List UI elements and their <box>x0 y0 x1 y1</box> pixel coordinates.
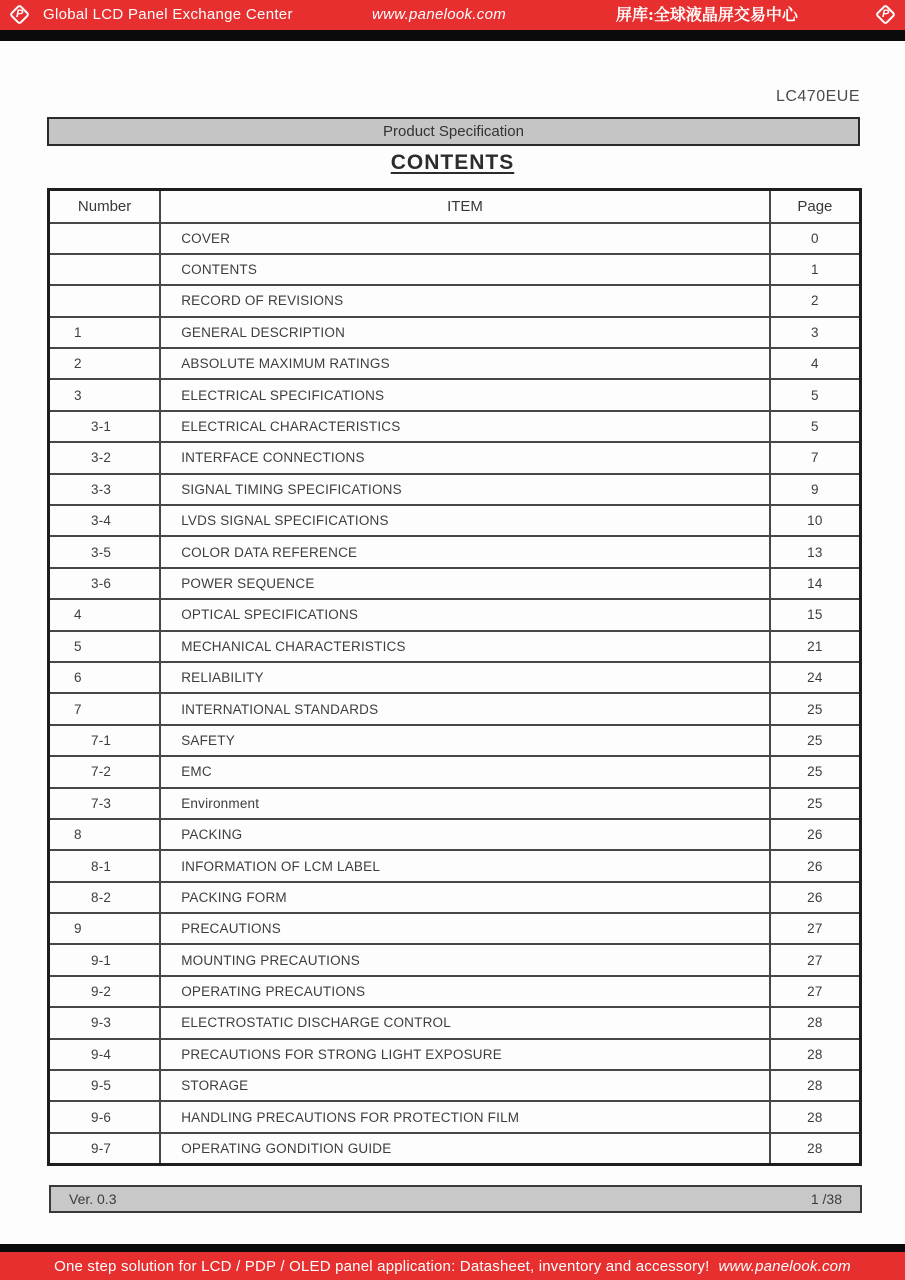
column-header-number: Number <box>49 190 161 223</box>
row-number: 8-2 <box>49 882 161 913</box>
table-row <box>49 850 861 881</box>
page-title: CONTENTS <box>390 151 515 174</box>
row-number: 7-1 <box>49 725 161 756</box>
row-number: 9 <box>49 913 161 944</box>
row-item: OPERATING PRECAUTIONS <box>160 976 770 1007</box>
row-item: POWER SEQUENCE <box>160 568 770 599</box>
row-item: MOUNTING PRECAUTIONS <box>160 944 770 975</box>
row-item: ELECTROSTATIC DISCHARGE CONTROL <box>160 1007 770 1038</box>
banner-brand-text: Global LCD Panel Exchange Center <box>43 6 293 23</box>
row-page: 3 <box>770 317 861 348</box>
row-number: 8 <box>49 819 161 850</box>
row-number: 3-3 <box>49 474 161 505</box>
row-item: COVER <box>160 223 770 254</box>
logo-glyph: P <box>15 8 24 20</box>
table-row <box>49 317 861 348</box>
row-page: 21 <box>770 631 861 662</box>
top-banner <box>0 0 905 30</box>
row-number: 7 <box>49 693 161 724</box>
row-number: 9-3 <box>49 1007 161 1038</box>
table-row <box>49 693 861 724</box>
row-item: COLOR DATA REFERENCE <box>160 536 770 567</box>
row-page: 28 <box>770 1039 861 1070</box>
row-page: 26 <box>770 882 861 913</box>
row-item: STORAGE <box>160 1070 770 1101</box>
row-page: 24 <box>770 662 861 693</box>
table-row <box>49 599 861 630</box>
table-row <box>49 819 861 850</box>
row-item: SIGNAL TIMING SPECIFICATIONS <box>160 474 770 505</box>
banner-url-link[interactable]: www.panelook.com <box>372 6 507 23</box>
row-number: 2 <box>49 348 161 379</box>
black-divider-strip <box>0 30 905 41</box>
table-row <box>49 254 861 285</box>
table-row <box>49 662 861 693</box>
row-page: 27 <box>770 913 861 944</box>
table-row <box>49 536 861 567</box>
row-item: INTERFACE CONNECTIONS <box>160 442 770 473</box>
row-page: 13 <box>770 536 861 567</box>
row-item: EMC <box>160 756 770 787</box>
row-item: ABSOLUTE MAXIMUM RATINGS <box>160 348 770 379</box>
table-row <box>49 1133 861 1164</box>
table-row <box>49 756 861 787</box>
row-item: ELECTRICAL SPECIFICATIONS <box>160 379 770 410</box>
row-item: MECHANICAL CHARACTERISTICS <box>160 631 770 662</box>
contents-table-body <box>49 223 861 1165</box>
version-footer-bar <box>49 1185 862 1213</box>
row-page: 0 <box>770 223 861 254</box>
logo-glyph: P <box>881 8 890 20</box>
row-page: 27 <box>770 944 861 975</box>
table-row <box>49 348 861 379</box>
table-row <box>49 725 861 756</box>
row-item: HANDLING PRECAUTIONS FOR PROTECTION FILM <box>160 1101 770 1132</box>
row-item: PRECAUTIONS <box>160 913 770 944</box>
row-page: 27 <box>770 976 861 1007</box>
page-indicator: 1 /38 <box>810 1191 842 1207</box>
row-number: 3-6 <box>49 568 161 599</box>
table-row <box>49 882 861 913</box>
row-item: Environment <box>160 788 770 819</box>
table-row <box>49 568 861 599</box>
banner-chinese-text: 屏库:全球液晶屏交易中心 <box>616 5 798 24</box>
table-row <box>49 285 861 316</box>
table-row <box>49 442 861 473</box>
row-page: 25 <box>770 693 861 724</box>
bottom-banner-url-link[interactable]: www.panelook.com <box>718 1257 851 1275</box>
table-row <box>49 223 861 254</box>
table-row <box>49 1007 861 1038</box>
row-number: 9-1 <box>49 944 161 975</box>
row-page: 26 <box>770 819 861 850</box>
table-row <box>49 788 861 819</box>
row-number: 9-2 <box>49 976 161 1007</box>
row-page: 28 <box>770 1070 861 1101</box>
row-item: RELIABILITY <box>160 662 770 693</box>
row-page: 25 <box>770 725 861 756</box>
row-page: 25 <box>770 788 861 819</box>
table-row <box>49 1070 861 1101</box>
table-row <box>49 976 861 1007</box>
row-page: 26 <box>770 850 861 881</box>
row-number: 1 <box>49 317 161 348</box>
row-item: CONTENTS <box>160 254 770 285</box>
row-page: 5 <box>770 411 861 442</box>
product-specification-header <box>47 117 860 146</box>
row-item: INTERNATIONAL STANDARDS <box>160 693 770 724</box>
row-number: 7-2 <box>49 756 161 787</box>
row-page: 28 <box>770 1133 861 1164</box>
row-number: 9-7 <box>49 1133 161 1164</box>
row-page: 28 <box>770 1007 861 1038</box>
panelook-logo-icon <box>9 4 30 25</box>
table-row <box>49 379 861 410</box>
row-number: 3-2 <box>49 442 161 473</box>
row-page: 7 <box>770 442 861 473</box>
row-item: OPERATING GONDITION GUIDE <box>160 1133 770 1164</box>
row-number: 9-5 <box>49 1070 161 1101</box>
table-row <box>49 474 861 505</box>
bottom-banner-text: One step solution for LCD / PDP / OLED panel application: Datasheet, inventory and accessory! <box>54 1257 710 1275</box>
row-page: 15 <box>770 599 861 630</box>
panelook-logo-icon <box>875 4 896 25</box>
row-page: 5 <box>770 379 861 410</box>
table-row <box>49 505 861 536</box>
row-item: GENERAL DESCRIPTION <box>160 317 770 348</box>
row-number: 6 <box>49 662 161 693</box>
row-number: 3-4 <box>49 505 161 536</box>
table-row <box>49 1039 861 1070</box>
row-item: ELECTRICAL CHARACTERISTICS <box>160 411 770 442</box>
row-number: 3-1 <box>49 411 161 442</box>
product-specification-label: Product Specification <box>383 123 524 140</box>
row-item: INFORMATION OF LCM LABEL <box>160 850 770 881</box>
row-page: 9 <box>770 474 861 505</box>
row-number <box>49 223 161 254</box>
row-page: 25 <box>770 756 861 787</box>
row-page: 1 <box>770 254 861 285</box>
model-number: LC470EUE <box>775 88 860 105</box>
table-row <box>49 631 861 662</box>
row-number: 9-4 <box>49 1039 161 1070</box>
table-header-row <box>49 190 861 223</box>
column-header-item: ITEM <box>160 190 770 223</box>
row-item: PACKING FORM <box>160 882 770 913</box>
row-page: 14 <box>770 568 861 599</box>
column-header-page: Page <box>770 190 861 223</box>
row-number: 4 <box>49 599 161 630</box>
row-number: 5 <box>49 631 161 662</box>
row-number <box>49 285 161 316</box>
version-label: Ver. 0.3 <box>69 1191 117 1207</box>
row-number: 8-1 <box>49 850 161 881</box>
row-item: RECORD OF REVISIONS <box>160 285 770 316</box>
row-number: 7-3 <box>49 788 161 819</box>
contents-table <box>47 188 862 1166</box>
row-page: 28 <box>770 1101 861 1132</box>
row-item: SAFETY <box>160 725 770 756</box>
table-row <box>49 1101 861 1132</box>
row-page: 2 <box>770 285 861 316</box>
row-number: 3 <box>49 379 161 410</box>
table-row <box>49 944 861 975</box>
row-page: 4 <box>770 348 861 379</box>
row-item: PACKING <box>160 819 770 850</box>
row-page: 10 <box>770 505 861 536</box>
table-row <box>49 411 861 442</box>
row-item: LVDS SIGNAL SPECIFICATIONS <box>160 505 770 536</box>
row-item: PRECAUTIONS FOR STRONG LIGHT EXPOSURE <box>160 1039 770 1070</box>
row-number: 9-6 <box>49 1101 161 1132</box>
black-divider-strip <box>0 1244 905 1252</box>
row-item: OPTICAL SPECIFICATIONS <box>160 599 770 630</box>
table-row <box>49 913 861 944</box>
row-number: 3-5 <box>49 536 161 567</box>
row-number <box>49 254 161 285</box>
bottom-banner <box>0 1252 905 1280</box>
